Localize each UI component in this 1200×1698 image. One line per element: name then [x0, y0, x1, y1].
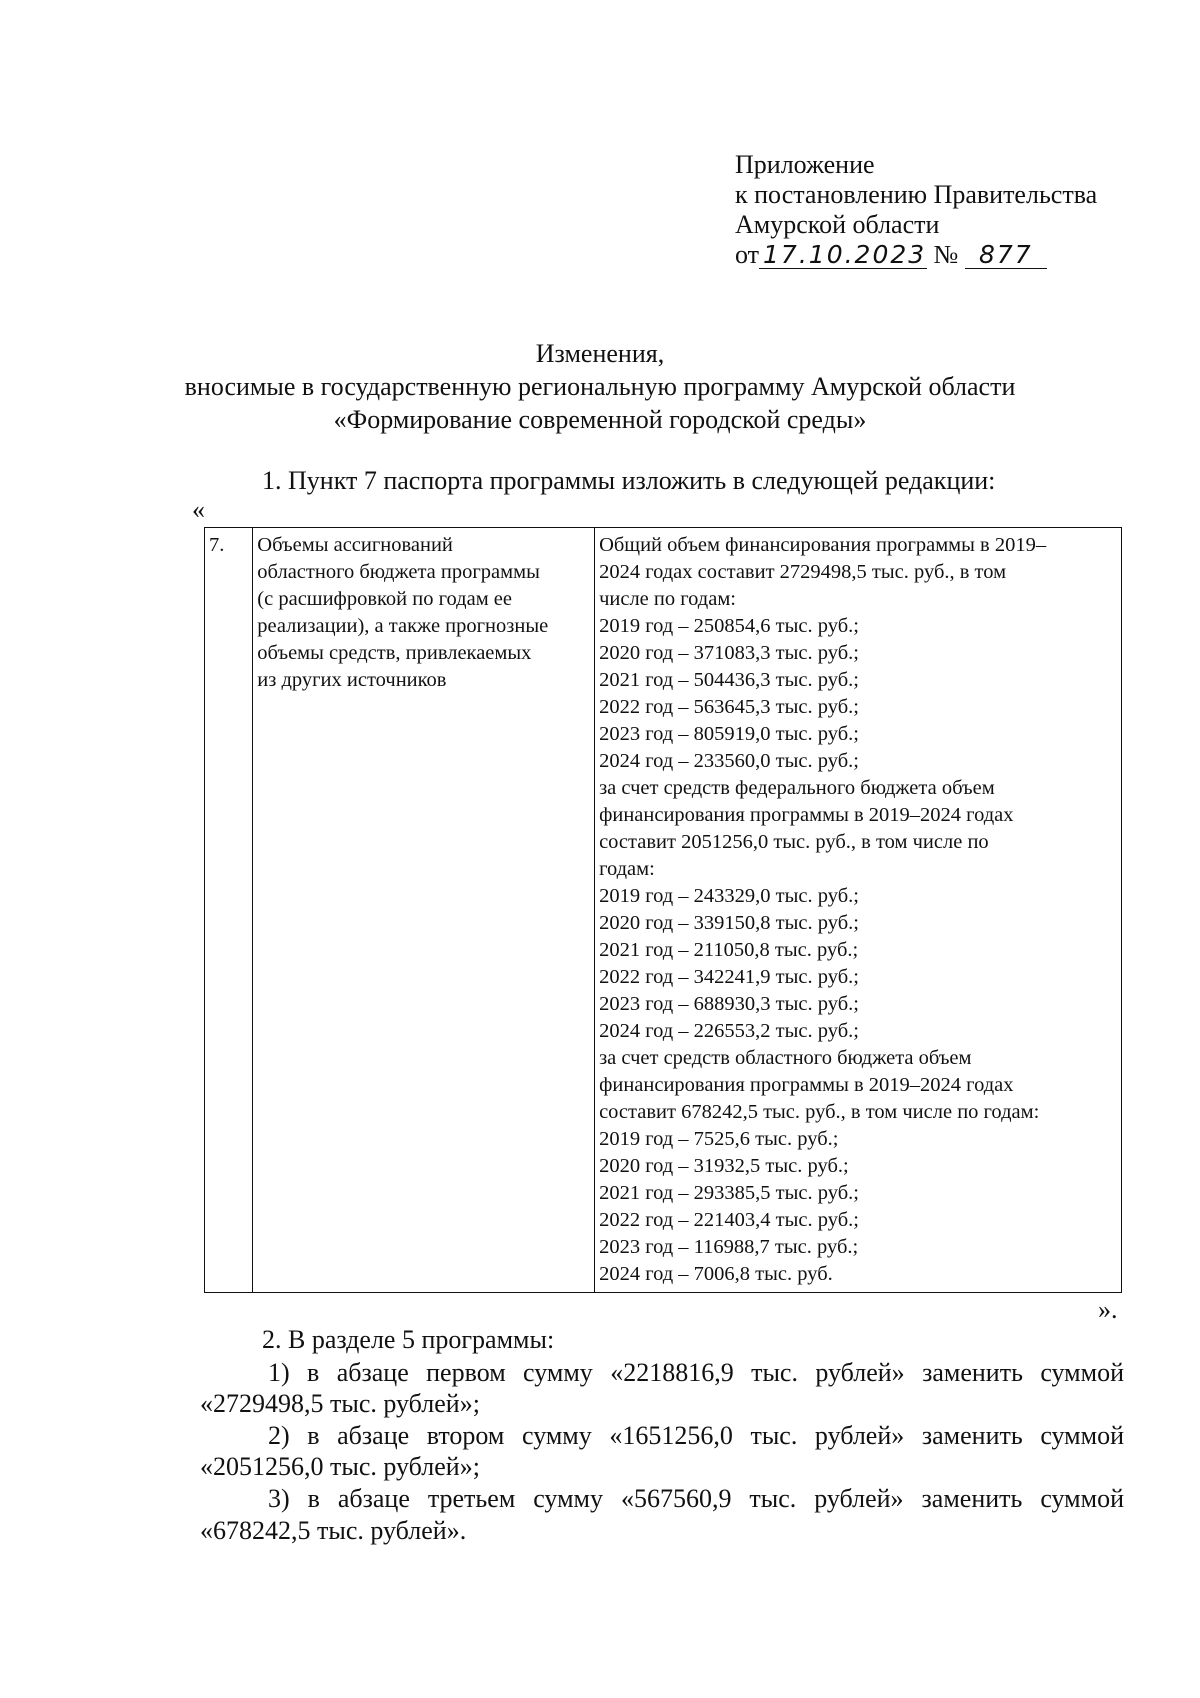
label-line: областного бюджета программы — [257, 561, 540, 583]
closing-quote: ». — [1098, 1295, 1118, 1324]
value-line: составит 678242,5 тыс. руб., в том числе по годам: — [599, 1101, 1040, 1123]
table-row — [205, 528, 1122, 1293]
value-line: годам: — [599, 858, 655, 880]
heading-line-2: вносимые в государственную региональную программу Амурской области — [184, 372, 1016, 401]
value-line: 2019 год – 250854,6 тыс. руб.; — [599, 615, 859, 637]
opening-quote: « — [192, 495, 205, 524]
label-line: объемы средств, привлекаемых — [257, 642, 532, 664]
label-line: из других источников — [257, 669, 447, 691]
value-line: Общий объем финансирования программы в 2019– — [599, 534, 1047, 556]
heading-line-1: Изменения, — [535, 339, 665, 368]
value-line: 2023 год – 116988,7 тыс. руб.; — [599, 1236, 859, 1258]
item-2-text: 2. В разделе 5 программы: — [262, 1325, 555, 1354]
appendix-region: Амурской области — [735, 210, 940, 239]
item-2-sub-1-line-1: 1) в абзаце первом сумму «2218816,9 тыс. рублей» заменить суммой — [268, 1358, 1124, 1387]
row-number-cell — [205, 528, 253, 1293]
value-line: числе по годам: — [599, 588, 736, 610]
from-label: от — [735, 240, 760, 269]
row-number: 7. — [209, 534, 225, 556]
value-line: за счет средств федерального бюджета объем — [599, 777, 995, 799]
appendix-decree-ref: к постановлению Правительства — [735, 180, 1098, 209]
value-line: 2024 годах составит 2729498,5 тыс. руб., в том — [599, 561, 1007, 583]
value-line: 2021 год – 211050,8 тыс. руб.; — [599, 939, 859, 961]
value-line: 2024 год – 233560,0 тыс. руб.; — [599, 750, 859, 772]
document-heading — [0, 337, 1200, 436]
value-line: 2021 год – 504436,3 тыс. руб.; — [599, 669, 859, 691]
value-line: 2023 год – 805919,0 тыс. руб.; — [599, 723, 859, 745]
value-line: 2021 год – 293385,5 тыс. руб.; — [599, 1182, 859, 1204]
item-2-sub-2-line-1: 2) в абзаце втором сумму «1651256,0 тыс. рублей» заменить суммой — [268, 1421, 1124, 1450]
value-line: составит 2051256,0 тыс. руб., в том числе по — [599, 831, 989, 853]
value-line: за счет средств областного бюджета объем — [599, 1047, 972, 1069]
item-2-sub-2-line-2: «2051256,0 тыс. рублей»; — [200, 1452, 480, 1481]
value-line: 2020 год – 31932,5 тыс. руб.; — [599, 1155, 849, 1177]
value-line: 2020 год – 339150,8 тыс. руб.; — [599, 912, 859, 934]
value-line: финансирования программы в 2019–2024 годах — [599, 1074, 1014, 1096]
value-line: финансирования программы в 2019–2024 годах — [599, 804, 1014, 826]
label-line: реализации), а также прогнозные — [257, 615, 549, 637]
value-line: 2020 год – 371083,3 тыс. руб.; — [599, 642, 859, 664]
value-line: 2019 год – 243329,0 тыс. руб.; — [599, 885, 859, 907]
appendix-date-number-line — [735, 240, 1097, 270]
value-line: 2022 год – 221403,4 тыс. руб.; — [599, 1209, 859, 1231]
item-2-sub-1-line-2: «2729498,5 тыс. рублей»; — [200, 1389, 480, 1418]
row-value-cell — [595, 528, 1122, 1293]
item-1-text: 1. Пункт 7 паспорта программы изложить в следующей редакции: — [262, 466, 996, 495]
label-line: (с расшифровкой по годам ее — [257, 588, 513, 610]
item-2-sub-3-line-1: 3) в абзаце третьем сумму «567560,9 тыс. рублей» заменить суммой — [268, 1484, 1124, 1513]
value-line: 2024 год – 226553,2 тыс. руб.; — [599, 1020, 859, 1042]
number-label: № — [933, 240, 959, 269]
row-label-cell — [253, 528, 595, 1293]
handwritten-date: 17.10.2023 — [759, 242, 927, 269]
passport-table — [204, 527, 1122, 1293]
value-line: 2024 год – 7006,8 тыс. руб. — [599, 1263, 833, 1285]
value-line: 2022 год – 342241,9 тыс. руб.; — [599, 966, 859, 988]
value-line: 2019 год – 7525,6 тыс. руб.; — [599, 1128, 839, 1150]
value-line: 2023 год – 688930,3 тыс. руб.; — [599, 993, 859, 1015]
value-line: 2022 год – 563645,3 тыс. руб.; — [599, 696, 859, 718]
label-line: Объемы ассигнований — [257, 534, 453, 556]
appendix-title: Приложение — [735, 150, 875, 179]
heading-line-3: «Формирование современной городской среды» — [333, 405, 867, 434]
item-2-sub-3-line-2: «678242,5 тыс. рублей». — [200, 1516, 467, 1545]
appendix-block — [735, 150, 1097, 270]
handwritten-number: 877 — [965, 242, 1047, 269]
